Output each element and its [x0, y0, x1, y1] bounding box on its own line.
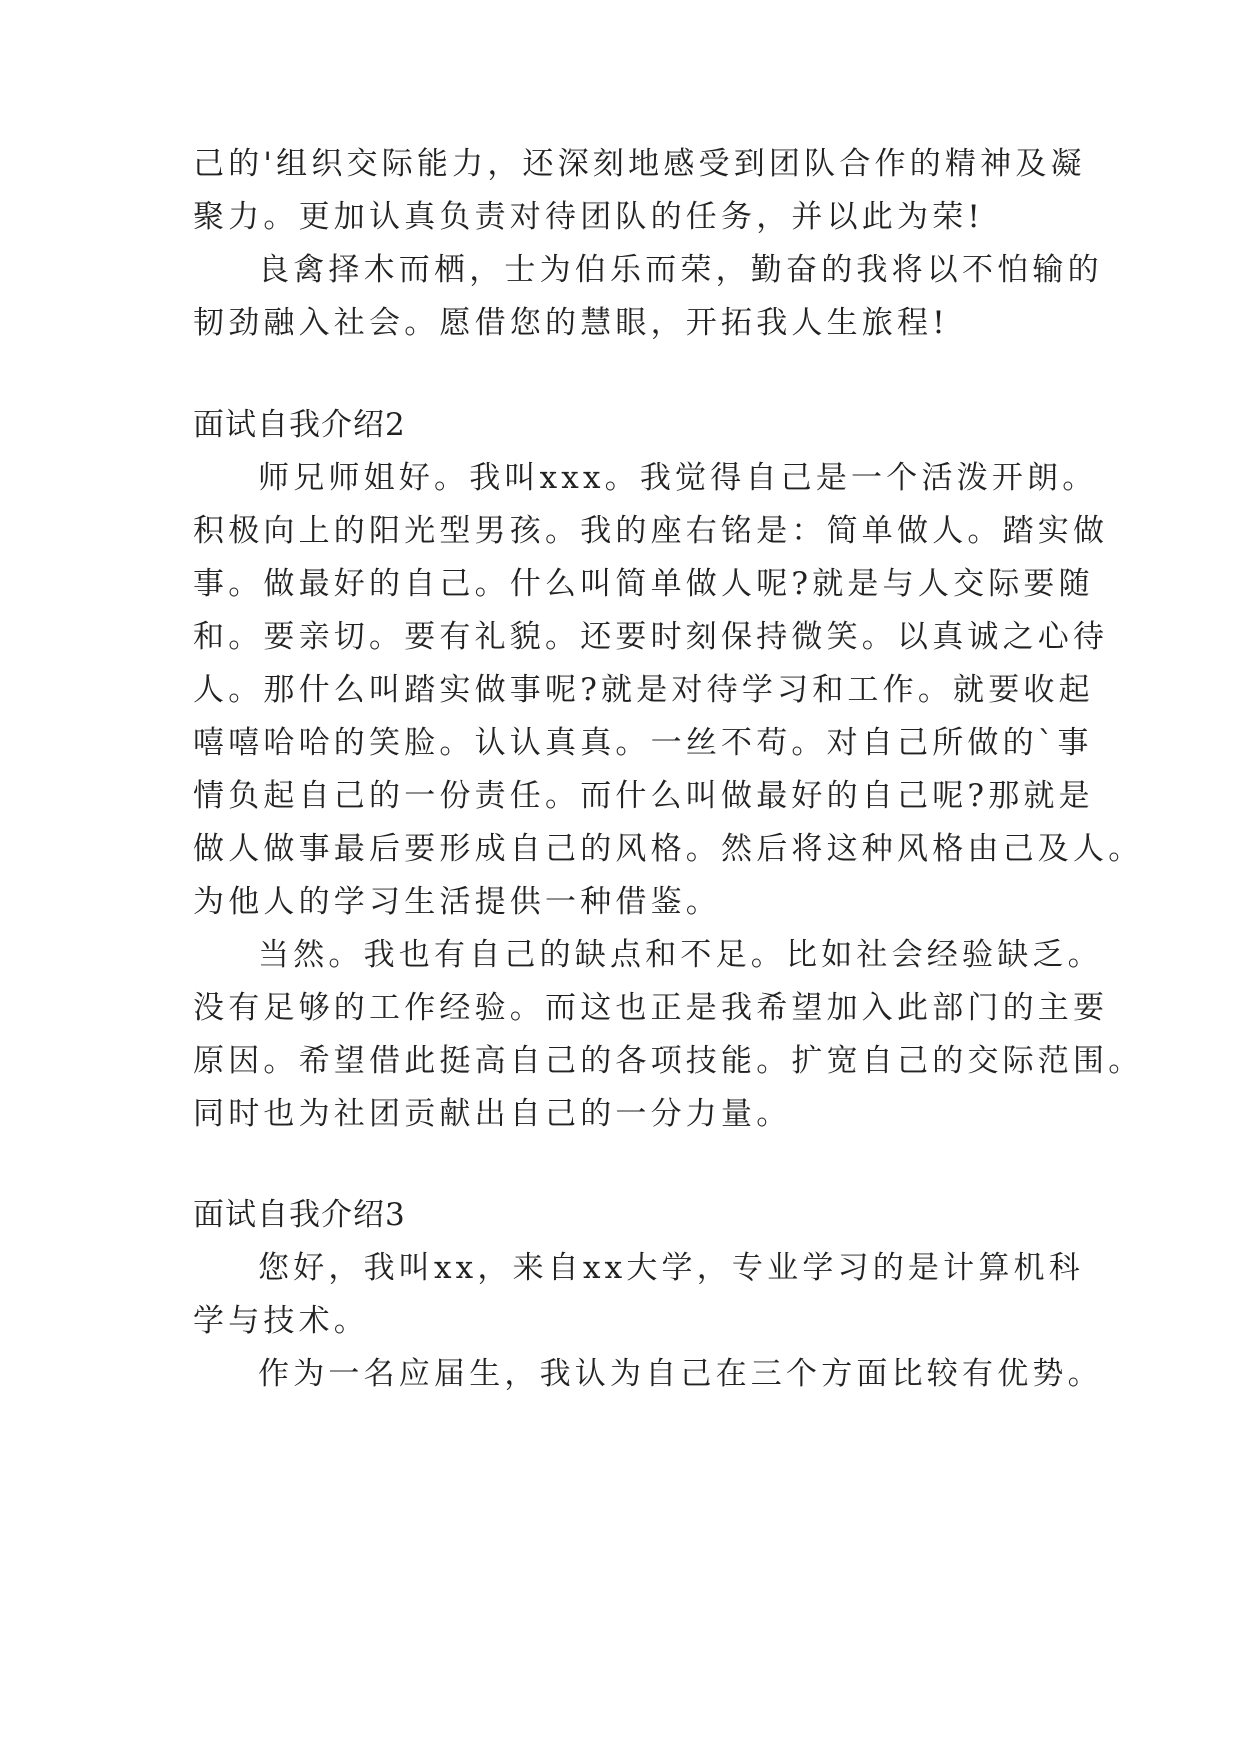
body-line: 良禽择木而栖，士为伯乐而荣，勤奋的我将以不怕输的 — [258, 252, 1103, 288]
body-line: 嘻嘻哈哈的笑脸。认认真真。一丝不苟。对自己所做的`事 — [193, 725, 1093, 761]
body-line: 情负起自己的一份责任。而什么叫做最好的自己呢?那就是 — [193, 778, 1094, 814]
body-line: 聚力。更加认真负责对待团队的任务，并以此为荣! — [193, 199, 985, 235]
section-heading: 面试自我介绍3 — [193, 1197, 406, 1233]
body-line: 人。那什么叫踏实做事呢?就是对待学习和工作。就要收起 — [193, 672, 1094, 708]
section-heading: 面试自我介绍2 — [193, 407, 406, 443]
body-line: 您好，我叫xx，来自xx大学，专业学习的是计算机科 — [258, 1250, 1084, 1286]
body-line: 当然。我也有自己的缺点和不足。比如社会经验缺乏。 — [258, 937, 1103, 973]
body-line: 韧劲融入社会。愿借您的慧眼，开拓我人生旅程! — [193, 305, 949, 341]
body-line: 没有足够的工作经验。而这也正是我希望加入此部门的主要 — [193, 990, 1109, 1026]
body-line: 学与技术。 — [193, 1303, 369, 1339]
body-line: 作为一名应届生，我认为自己在三个方面比较有优势。 — [258, 1356, 1103, 1392]
body-line: 己的'组织交际能力，还深刻地感受到团队合作的精神及凝 — [193, 146, 1086, 182]
body-line: 为他人的学习生活提供一种借鉴。 — [193, 884, 721, 920]
body-line: 同时也为社团贡献出自己的一分力量。 — [193, 1096, 792, 1132]
body-line: 积极向上的阳光型男孩。我的座右铭是：简单做人。踏实做 — [193, 513, 1109, 549]
body-line: 事。做最好的自己。什么叫简单做人呢?就是与人交际要随 — [193, 566, 1094, 602]
body-line: 和。要亲切。要有礼貌。还要时刻保持微笑。以真诚之心待 — [193, 619, 1109, 655]
body-line: 原因。希望借此挺高自己的各项技能。扩宽自己的交际范围。 — [193, 1043, 1144, 1079]
body-line: 做人做事最后要形成自己的风格。然后将这种风格由己及人。 — [193, 831, 1144, 867]
body-line: 师兄师姐好。我叫xxx。我觉得自己是一个活泼开朗。 — [258, 460, 1098, 496]
